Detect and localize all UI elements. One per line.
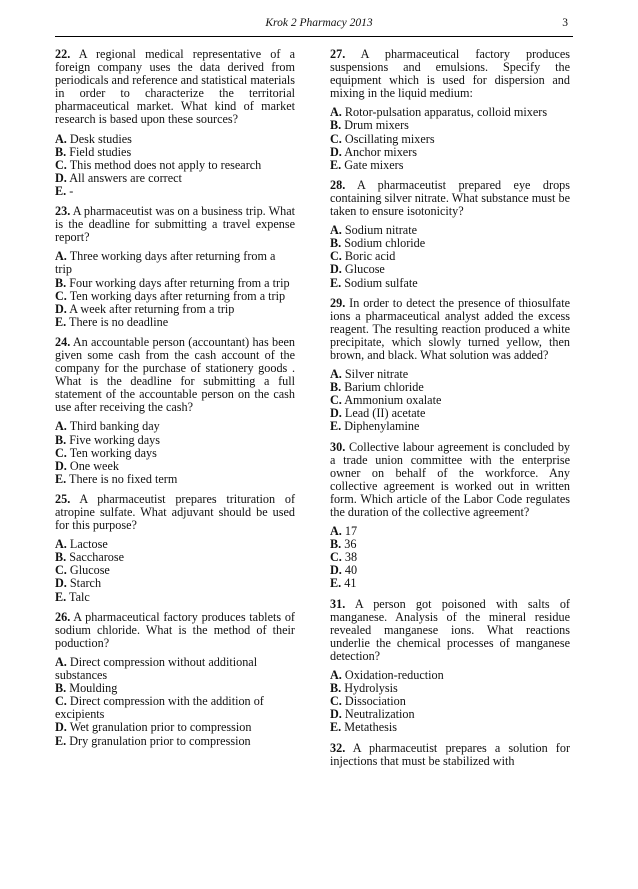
option-letter: E. <box>55 183 67 198</box>
option-text: 36 <box>344 537 357 552</box>
answer-option <box>330 277 570 290</box>
question-text: A pharmaceutical factory produces suspensions and emulsions. Specify the equipment which is used for dispersion and mixing in the liquid medium: <box>330 47 570 101</box>
option-letter: B. <box>330 537 342 552</box>
option-text: Ammonium oxalate <box>344 393 442 408</box>
option-letter: E. <box>55 314 67 329</box>
option-text: Silver nitrate <box>344 367 409 382</box>
option-text: There is no fixed term <box>69 471 178 486</box>
option-letter: E. <box>330 157 342 172</box>
option-letter: B. <box>55 275 67 290</box>
answer-option <box>330 551 570 564</box>
question-text: A pharmaceutist prepares trituration of atropine sulfate. What adjuvant should be used for this purpose? <box>55 491 296 533</box>
option-letter: C. <box>55 157 67 172</box>
option-text: Neutralization <box>344 707 415 722</box>
answer-options <box>330 525 570 590</box>
option-text: Glucose <box>69 563 110 578</box>
option-text: Field studies <box>69 144 132 159</box>
question-30 <box>330 441 570 591</box>
option-letter: B. <box>330 118 342 133</box>
option-text: Drum mixers <box>344 118 409 133</box>
option-text: 40 <box>344 563 358 578</box>
option-letter: D. <box>55 301 67 316</box>
answer-option <box>55 656 295 682</box>
question-text: A regional medical representative of a foreign company uses the data derived from periodicals and reference and statistical materials in order to characterize the territorial pharmaceutical market. What kind of market research is based upon these sources? <box>55 47 296 127</box>
question-32 <box>330 742 570 768</box>
question-number: 32. <box>330 740 346 755</box>
question-text: In order to detect the presence of thiosulfate ions a pharmaceutical analyst added the excess reagent. The resulting reaction produced a white precipitate, which slowly turned yellow, then brown, and black. What solution was added? <box>330 295 570 362</box>
question-text: An accountable person (accountant) has been given some cash from the cash account of the company for the purchase of stationery goods . What is the deadline for submitting a full statement of the accountable person on the cash use after receiving the cash? <box>55 334 295 415</box>
question-number: 22. <box>55 47 71 61</box>
question-27 <box>330 48 570 172</box>
option-text: Oscillating mixers <box>344 131 435 146</box>
question-text: A pharmaceutical factory produces tablets of sodium chloride. What is the method of their poduction? <box>55 609 295 650</box>
option-text: This method does not apply to research <box>69 157 262 172</box>
option-letter: C. <box>55 563 67 578</box>
question-24 <box>55 336 295 486</box>
option-letter: A. <box>330 105 342 120</box>
option-letter: E. <box>330 720 342 735</box>
option-text: Direct compression without additional substances <box>55 654 258 683</box>
option-letter: C. <box>55 288 67 303</box>
answer-option <box>330 538 570 551</box>
question-stem <box>55 493 295 532</box>
answer-options <box>55 656 295 748</box>
question-stem <box>55 205 295 244</box>
question-31 <box>330 598 570 735</box>
option-text: Gate mixers <box>344 157 404 172</box>
question-number: 30. <box>330 439 346 454</box>
question-stem <box>330 441 570 520</box>
question-text: A pharmaceutist was on a business trip. What is the deadline for submitting a travel expense report? <box>55 204 295 245</box>
option-letter: D. <box>55 458 67 473</box>
option-text: Dry granulation prior to compression <box>69 733 251 748</box>
option-letter: C. <box>330 131 342 146</box>
answer-option <box>55 172 295 185</box>
option-letter: E. <box>330 576 342 591</box>
answer-options <box>330 368 570 433</box>
option-letter: A. <box>55 249 67 264</box>
answer-option <box>55 735 295 748</box>
question-number: 23. <box>55 204 71 219</box>
option-text: There is no deadline <box>69 314 169 329</box>
header-rule <box>55 36 573 37</box>
answer-option <box>330 721 570 734</box>
option-letter: D. <box>330 563 342 578</box>
option-text: Sodium nitrate <box>344 223 418 238</box>
option-letter: B. <box>55 144 67 159</box>
answer-options <box>55 420 295 485</box>
option-text: One week <box>69 458 119 473</box>
option-letter: A. <box>330 524 342 539</box>
option-letter: D. <box>55 720 67 735</box>
option-letter: B. <box>55 681 67 696</box>
answer-option <box>330 525 570 538</box>
option-text: Five working days <box>69 432 160 447</box>
option-letter: B. <box>330 681 342 696</box>
option-text: 38 <box>344 550 358 565</box>
question-stem <box>55 611 295 650</box>
option-text: Barium chloride <box>344 380 424 395</box>
answer-option <box>55 577 295 590</box>
page-header <box>0 17 638 33</box>
option-text: Boric acid <box>344 249 396 264</box>
right-column <box>330 48 570 775</box>
option-text: Saccharose <box>69 550 125 565</box>
answer-options <box>330 669 570 734</box>
option-letter: D. <box>330 262 342 277</box>
option-text: - <box>69 183 74 198</box>
answer-options <box>330 224 570 289</box>
answer-option <box>55 591 295 604</box>
option-letter: B. <box>330 380 342 395</box>
option-text: Talc <box>69 589 90 604</box>
option-text: Rotor-pulsation apparatus, colloid mixers <box>344 105 548 120</box>
option-text: Lead (II) acetate <box>344 406 426 421</box>
question-number: 27. <box>330 47 346 61</box>
question-stem <box>55 48 295 127</box>
option-letter: A. <box>55 654 67 669</box>
page-number: 3 <box>562 17 568 29</box>
question-stem <box>330 297 570 362</box>
option-letter: B. <box>330 236 342 251</box>
option-text: Sodium sulfate <box>344 275 418 290</box>
answer-option <box>330 420 570 433</box>
question-text: A pharmaceutist prepared eye drops containing silver nitrate. What substance must be taken to ensure isotonicity? <box>330 177 571 219</box>
answer-option <box>55 250 295 276</box>
option-letter: E. <box>55 589 67 604</box>
question-number: 29. <box>330 295 346 310</box>
option-letter: A. <box>55 131 67 146</box>
option-letter: D. <box>330 406 342 421</box>
option-letter: C. <box>330 694 342 709</box>
question-number: 25. <box>55 491 71 506</box>
question-stem <box>330 179 570 218</box>
answer-option <box>330 159 570 172</box>
option-text: Glucose <box>344 262 385 277</box>
option-letter: A. <box>330 223 342 238</box>
answer-option <box>330 577 570 590</box>
option-letter: B. <box>55 550 67 565</box>
option-text: Sodium chloride <box>344 236 426 251</box>
option-letter: A. <box>330 668 342 683</box>
option-letter: B. <box>55 432 67 447</box>
answer-options <box>55 538 295 603</box>
option-text: Four working days after returning from a trip <box>69 275 290 290</box>
question-number: 28. <box>330 177 346 192</box>
option-text: Moulding <box>69 681 118 696</box>
option-text: Lactose <box>69 537 108 552</box>
option-letter: A. <box>330 367 342 382</box>
option-letter: A. <box>55 419 67 434</box>
option-letter: D. <box>330 144 342 159</box>
question-stem <box>55 336 295 415</box>
answer-option <box>55 473 295 486</box>
answer-options <box>330 106 570 171</box>
option-letter: C. <box>330 249 342 264</box>
answer-options <box>55 133 295 198</box>
question-text: A person got poisoned with salts of manganese. Analysis of the mineral residue revealed manganese ions. What reactions underlie the chemical processes of manganese detection? <box>330 596 570 663</box>
option-text: Hydrolysis <box>344 681 398 696</box>
question-23 <box>55 205 295 329</box>
question-number: 26. <box>55 609 71 624</box>
question-number: 24. <box>55 334 71 349</box>
option-letter: C. <box>330 550 342 565</box>
option-text: All answers are correct <box>69 170 182 185</box>
question-29 <box>330 297 570 434</box>
option-letter: E. <box>330 419 342 434</box>
option-letter: E. <box>330 275 342 290</box>
option-text: Starch <box>69 576 102 591</box>
header-title: Krok 2 Pharmacy 2013 <box>265 17 373 29</box>
answer-option <box>330 564 570 577</box>
option-text: Third banking day <box>69 419 160 434</box>
question-26 <box>55 611 295 748</box>
question-22 <box>55 48 295 198</box>
answer-option <box>55 185 295 198</box>
option-letter: E. <box>55 733 67 748</box>
option-letter: D. <box>55 170 67 185</box>
option-text: Ten working days <box>69 445 157 460</box>
option-text: Direct compression with the addition of excipients <box>55 694 264 722</box>
option-text: Oxidation-reduction <box>344 668 444 683</box>
option-text: 17 <box>344 524 358 539</box>
option-text: Anchor mixers <box>344 144 418 159</box>
option-letter: E. <box>55 471 67 486</box>
question-stem <box>330 48 570 100</box>
question-text: Collective labour agreement is concluded by a trade union committee with the enterprise owner on behalf of the workforce. Any collective agreement is worked out in written form. Which article of the Labor Code regulates the duration of the collective agreement? <box>330 439 571 519</box>
option-text: Diphenylamine <box>344 419 420 434</box>
question-stem <box>330 742 570 768</box>
option-text: Desk studies <box>69 131 132 146</box>
question-25 <box>55 493 295 604</box>
option-text: 41 <box>344 576 357 591</box>
option-letter: D. <box>330 707 342 722</box>
answer-option <box>55 695 295 721</box>
left-column <box>55 48 295 755</box>
answer-options <box>55 250 295 329</box>
option-text: Ten working days after returning from a trip <box>69 288 286 303</box>
option-text: A week after returning from a trip <box>69 301 235 316</box>
option-letter: C. <box>55 445 67 460</box>
question-stem <box>330 598 570 663</box>
option-letter: C. <box>330 393 342 408</box>
option-letter: A. <box>55 537 67 552</box>
option-text: Wet granulation prior to compression <box>69 720 252 735</box>
question-number: 31. <box>330 596 346 611</box>
question-28 <box>330 179 570 290</box>
option-letter: C. <box>55 694 67 709</box>
option-letter: D. <box>55 576 67 591</box>
option-text: Metathesis <box>344 720 398 735</box>
answer-option <box>55 316 295 329</box>
question-text: A pharmaceutist prepares a solution for injections that must be stabilized with <box>330 740 570 768</box>
option-text: Dissociation <box>344 694 406 709</box>
option-text: Three working days after returning from a trip <box>55 249 276 277</box>
